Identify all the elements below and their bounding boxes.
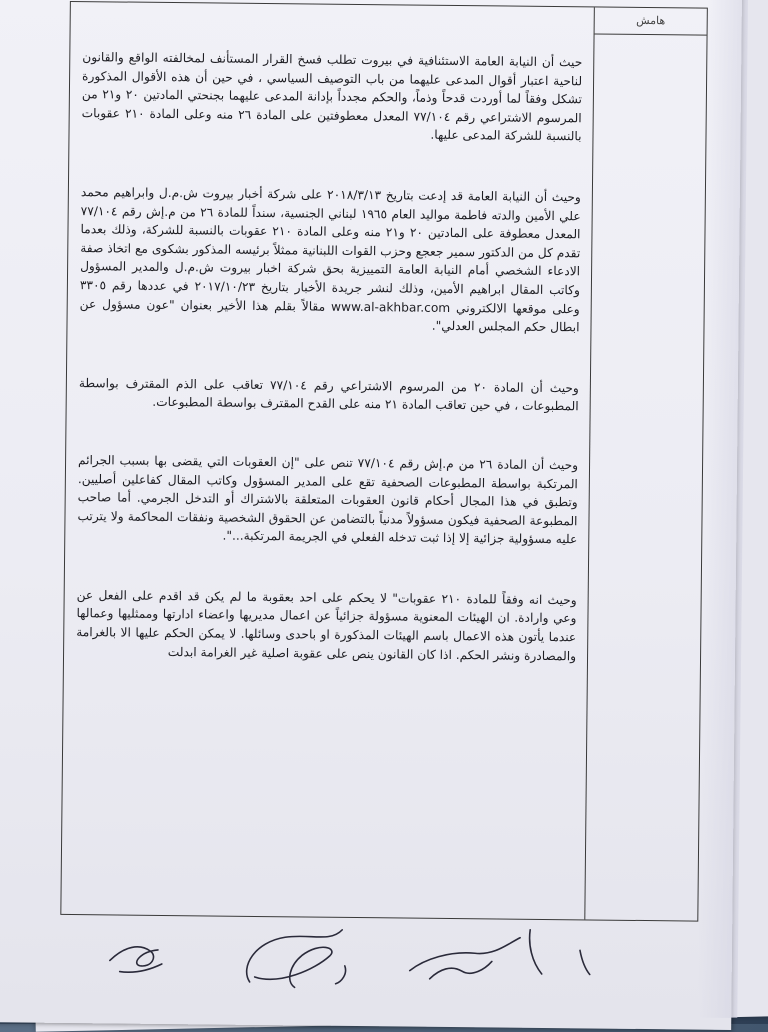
paragraph-5: وحيث انه وفقاً للمادة ٢١٠ عقوبات" لا يحكم على احد بعقوبة ما لم يكن قد اقدم على الفعل عن وعي وارادة. ان الهيئات المعنوية مسؤولة جزائياً عن اعمال مديريها واعضاء ادارتها وممثليها وعمالها عندما يأتون هذه الاعمال باسم الهيئات المذكورة او باحدى وسائلها. لا يمكن الحكم عليها الا بالغرامة والمصادرة ونشر الحكم. اذا كان القانون ينص على عقوبة اصلية غير الغرامة ابدلت <box>76 587 577 663</box>
paragraph-3: وحيث أن المادة ٢٠ من المرسوم الاشتراعي رقم ٧٧/١٠٤ تعاقب على الذم المقترف بواسطة المطبوعات ، في حين تعاقب المادة ٢١ منه على القدح المقترف بواسطة المطبوعات. <box>78 375 579 414</box>
paragraph-1: حيث أن النيابة العامة الاستئنافية في بيروت تطلب فسخ القرار المستأنف لمخالفته الواقع والقانون لناحية اعتبار أقوال المدعى عليهما من باب التوصيف السياسي ، في حين أن هذه الأقوال المذكورة تشكل وفقاً لما أوردت قدحاً وذماً، والحكم مجدداً بإدانة المدعى عليهما بجنحتي المادتين ٢٠ و٢١ من المرسوم الاشتراعي رقم ٧٧/١٠٤ المعدل معطوفتين على المادة ٢٦ منه وعلى المادة ٢١٠ عقوبات بالنسبة للشركة المدعى عليها. <box>81 50 583 144</box>
signatures-area <box>79 905 640 1011</box>
page-frame <box>60 1 708 922</box>
signature-2 <box>246 929 345 988</box>
margin-header: هامش <box>595 7 707 35</box>
signature-1 <box>110 947 162 973</box>
paragraph-2: وحيث أن النيابة العامة قد إدعت بتاريخ ٢٠١٨/٣/١٣ على شركة أخبار بيروت ش.م.ل وابراهيم محمد علي الأمين والدته فاطمة مواليد العام ١٩٦٥ لبناني الجنسية، سنداً للمادة ٢٦ من م.إش رقم ٧٧/١٠٤ المعدل معطوفة على المادتين ٢٠ و٢١ منه وعلى المادة ٢١٠ عقوبات بالنسبة للشركة، وذلك بعدما تقدم كل من الدكتور سمير جعجع وحزب القوات اللبنانية ممثلاً برئيسه المذكور بشكوى مع اتخاذ صفة الادعاء الشخصي أمام النيابة العامة التمييزية بحق شركة اخبار بيروت ش.م.ل والمدير المسؤول وكاتب المقال ابراهيم الأمين، وذلك لنشر جريدة الأخبار بتاريخ ٢٠١٧/١٠/٢٣ في عددها رقم ٣٣٠٥ وعلى موقعها الالكتروني www.al-akhbar.com مقالاً بقلم هذا الأخير بعنوان "عون مسؤول عن ابطال حكم المجلس العدلي". <box>79 185 581 335</box>
paragraph-4: وحيث أن المادة ٢٦ من م.إش رقم ٧٧/١٠٤ تنص على "إن العقوبات التي يقضى بها بسبب الجرائم المرتكبة بواسطة المطبوعات الصحفية تقع على المدير المسؤول وكاتب المقال كفاعلين أصليين. وتطبق في هذا المجال أحكام قانون العقوبات المتعلقة بالاشتراك أو التدخل الجرمي. أما صاحب المطبوعة الصحفية فيكون مسؤولاً مدنياً بالتضامن عن الحقوق الشخصية ونفقات المحاكمة ولا يترتب عليه مسؤولية جزائية إلا إذا ثبت تدخله الفعلي في الجريمة المرتكبة...". <box>77 452 579 547</box>
signature-3 <box>410 929 591 981</box>
document-body <box>76 48 583 707</box>
handwritten-signatures <box>79 905 640 1011</box>
margin-column <box>584 7 707 920</box>
